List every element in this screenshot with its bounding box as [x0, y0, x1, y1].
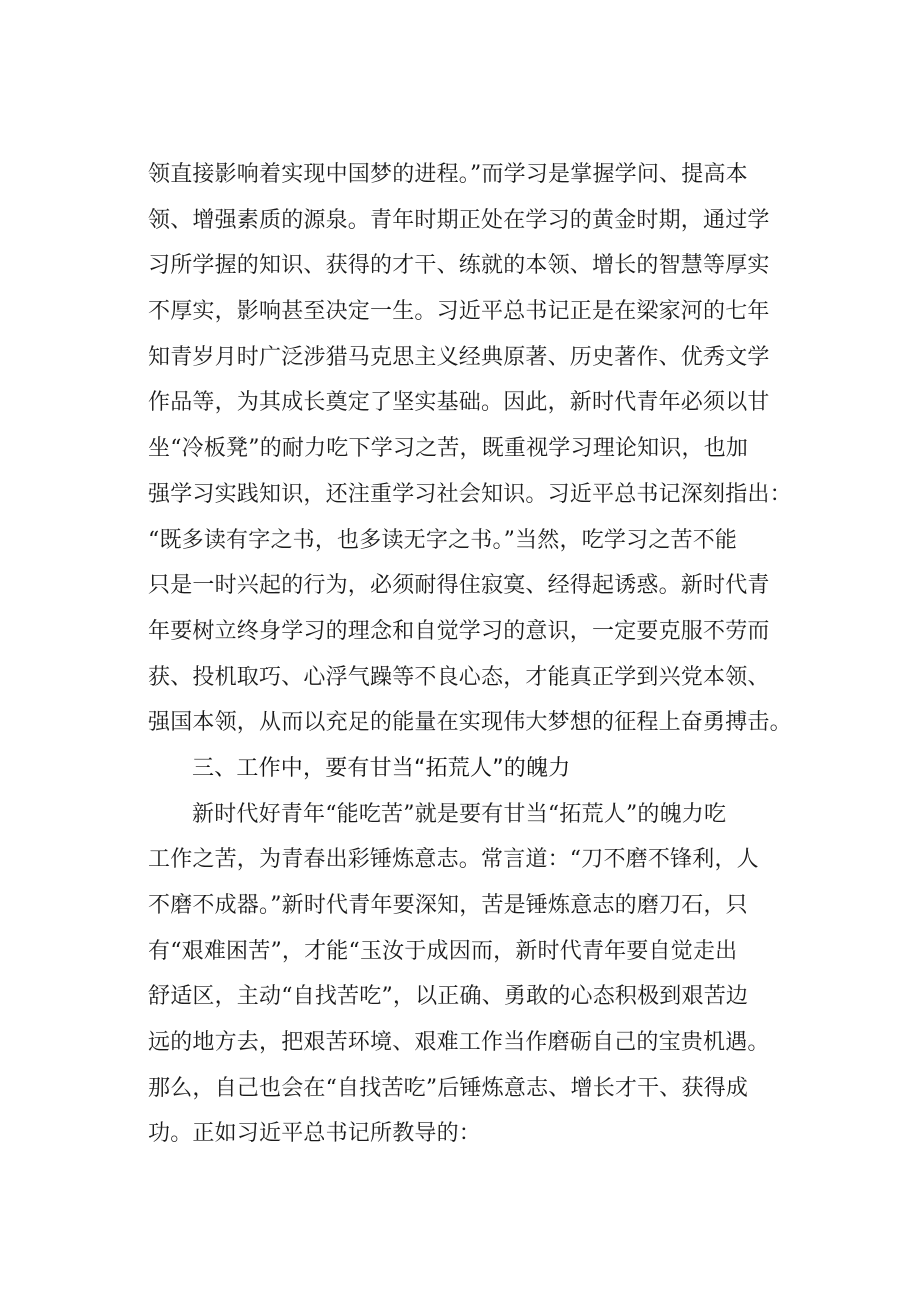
text-line: 坐“冷板凳”的耐力吃下学习之苦，既重视学习理论知识，也加 — [148, 436, 749, 462]
text-line: 新时代好青年“能吃苦”就是要有甘当“拓荒人”的魄力吃 — [192, 801, 727, 827]
text-line: 强国本领，从而以充足的能量在实现伟大梦想的征程上奋勇搏击。 — [148, 710, 792, 736]
text-line: 那么，自己也会在“自找苦吃”后锤炼意志、增长才干、获得成 — [148, 1075, 749, 1101]
text-line: “既多读有字之书，也多读无字之书。”当然，吃学习之苦不能 — [148, 527, 738, 553]
text-line: 年要树立终身学习的理念和自觉学习的意识，一定要克服不劳而 — [148, 618, 770, 644]
text-line: 领、增强素质的源泉。青年时期正处在学习的黄金时期，通过学 — [148, 207, 770, 233]
text-line: 领直接影响着实现中国梦的进程。”而学习是掌握学问、提高本 — [148, 162, 748, 187]
paragraph-1 — [148, 152, 824, 746]
text-line: 不磨不成器。”新时代青年要深知，苦是锤炼意志的磨刀石，只 — [148, 893, 748, 918]
text-line: 不厚实，影响甚至决定一生。习近平总书记正是在梁家河的七年 — [148, 299, 770, 325]
text-line: 习所学握的知识、获得的才干、练就的本领、增长的智慧等厚实 — [148, 253, 770, 279]
text-line: 只是一时兴起的行为，必须耐得住寂寞、经得起诱惑。新时代青 — [148, 573, 770, 599]
text-line: 功。正如习近平总书记所教导的： — [148, 1121, 482, 1147]
section-heading: 三、工作中，要有甘当“拓荒人”的魄力 — [192, 755, 571, 781]
text-line: 有“艰难困苦”，才能“玉汝于成因而，新时代青年要自觉走出 — [148, 938, 738, 964]
text-line: 强学习实践知识，还注重学习社会知识。习近平总书记深刻指出： — [148, 481, 792, 507]
document-body — [148, 152, 824, 1157]
text-line: 获、投机取巧、心浮气躁等不良心态，才能真正学到兴党本领、 — [148, 664, 770, 690]
text-line: 工作之苦，为青春出彩锤炼意志。常言道：“刀不磨不锋利，人 — [148, 847, 759, 873]
text-line: 知青岁月时广泛涉猎马克思主义经典原著、历史著作、优秀文学 — [148, 344, 770, 370]
text-line: 舒适区，主动“自找苦吃”，以正确、勇敢的心态积极到艰苦边 — [148, 984, 749, 1010]
paragraph-2 — [148, 792, 824, 1158]
text-line: 作品等，为其成长奠定了坚实基础。因此，新时代青年必须以甘 — [148, 390, 770, 416]
text-line: 远的地方去，把艰苦环境、艰难工作当作磨砺自己的宝贵机遇。 — [148, 1030, 770, 1056]
